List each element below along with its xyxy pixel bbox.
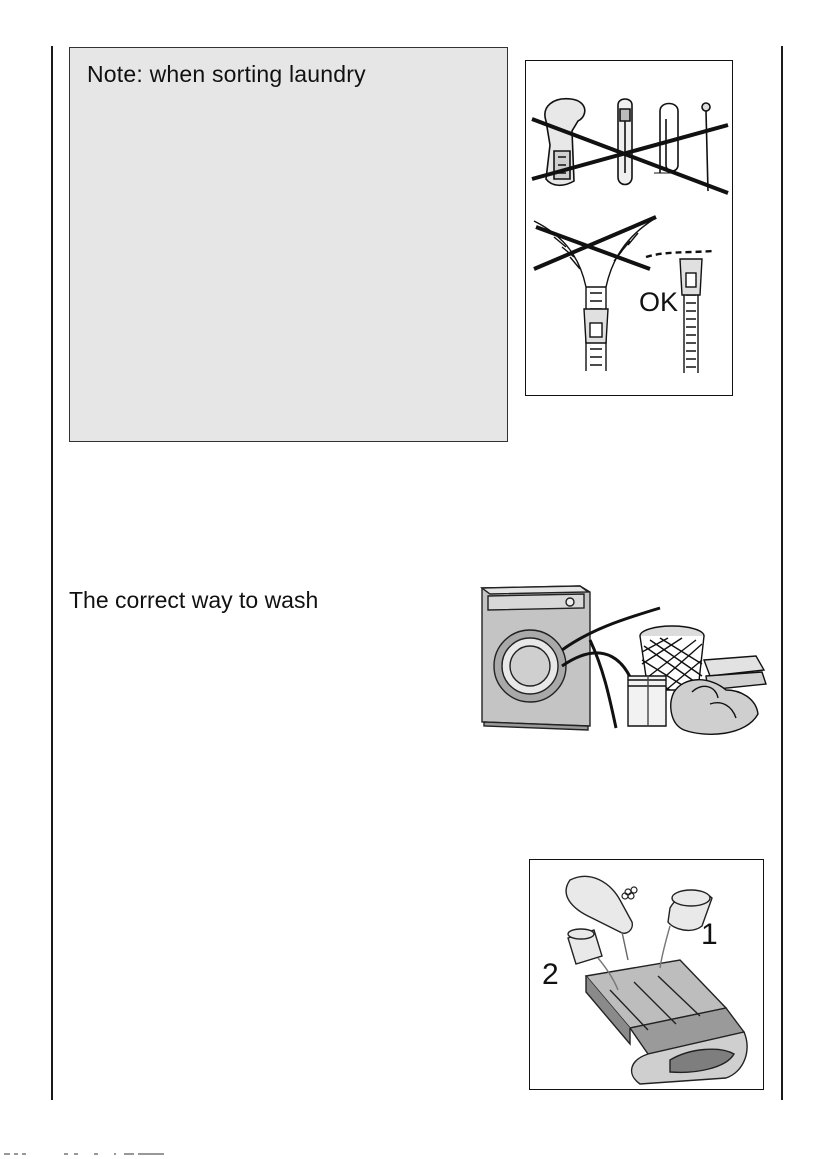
- detergent-drawer-icon: [586, 960, 747, 1084]
- sorting-illustration-drawing: [526, 61, 731, 394]
- safety-pin-icon: [618, 99, 632, 185]
- detergent-drawer-drawing: [530, 860, 762, 1088]
- washing-machine-drawing: [470, 580, 770, 742]
- compartment-1-label: 1: [701, 918, 718, 951]
- right-margin-rule: [781, 46, 783, 1100]
- detergent-box-icon: [628, 676, 666, 726]
- left-margin-rule: [51, 46, 53, 1100]
- ok-label: OK: [639, 287, 679, 317]
- cross-line-icon: [534, 217, 656, 269]
- flower-symbol-icon: [622, 887, 637, 899]
- detergent-drawer-illustration: [529, 859, 764, 1090]
- sorting-illustration: [525, 60, 733, 396]
- washing-machine-illustration: [470, 580, 770, 742]
- clothes-pile-icon: [671, 680, 758, 735]
- pin-icon: [702, 103, 710, 191]
- footer-print-marks: [4, 1151, 184, 1157]
- note-box: [69, 47, 508, 442]
- note-title: Note: when sorting laundry: [87, 61, 366, 87]
- compartment-2-label: 2: [542, 958, 559, 991]
- section-heading-correct-wash: The correct way to wash: [69, 587, 319, 613]
